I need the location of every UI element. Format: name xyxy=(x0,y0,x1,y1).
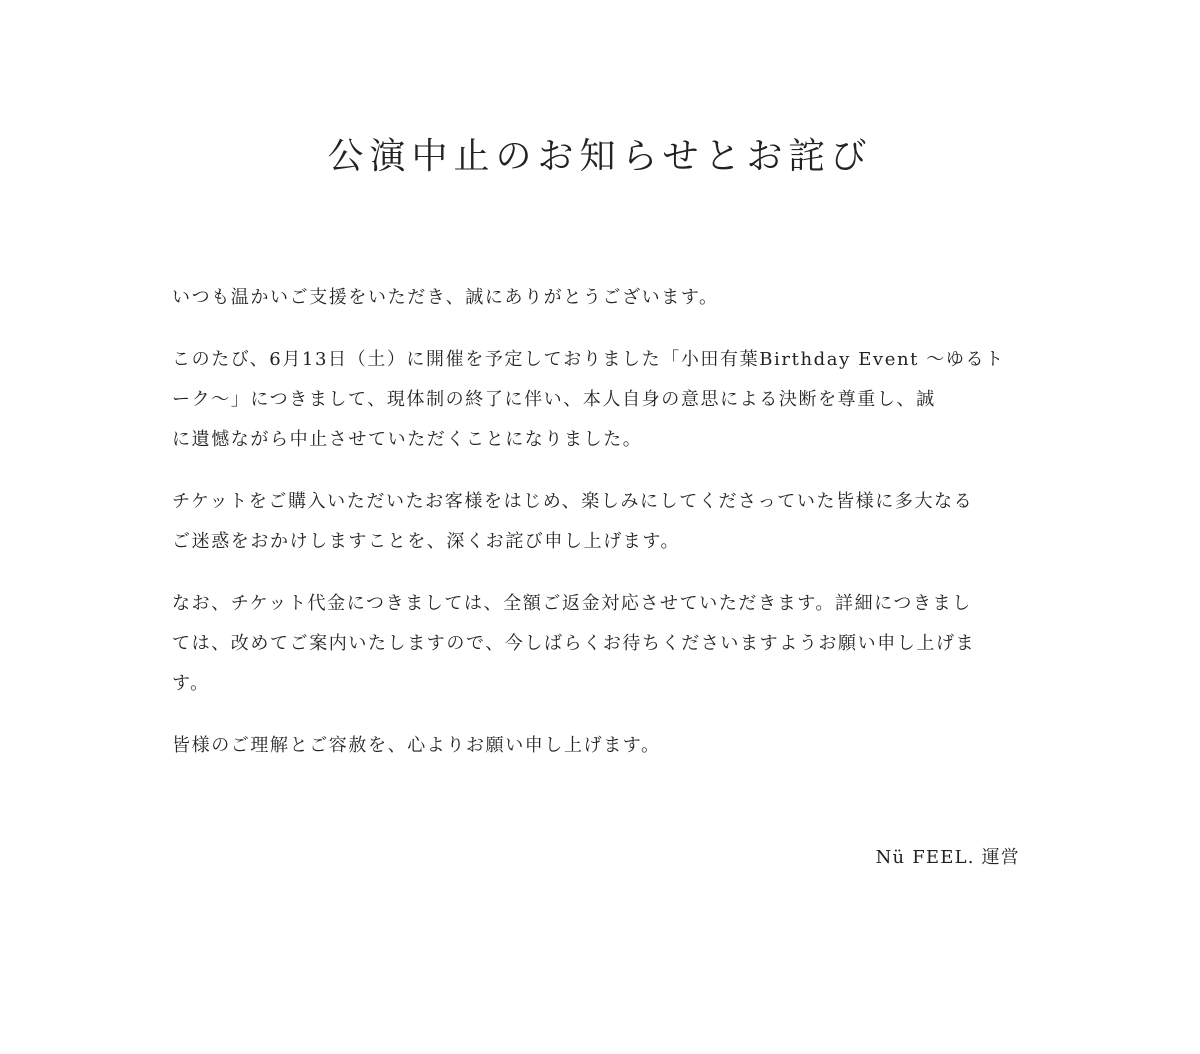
paragraph-line: ご迷惑をおかけしますことを、深くお詫び申し上げます。 xyxy=(172,531,681,552)
notice-signature: Nü FEEL. 運営 xyxy=(875,847,1020,868)
paragraph-refund xyxy=(172,584,1028,704)
paragraph-line: なお、チケット代金につきましては、全額ご返金対応させていただきます。詳細につきまし xyxy=(172,593,972,614)
paragraph-line: このたび、6月13日（土）に開催を予定しておりました「小田有葉Birthday Event 〜ゆるト xyxy=(172,349,1005,370)
paragraph-cancellation xyxy=(172,340,1028,460)
paragraph-line: に遺憾ながら中止させていただくことになりました。 xyxy=(172,429,643,450)
paragraph-line: ーク〜」につきまして、現体制の終了に伴い、本人自身の意思による決断を尊重し、誠 xyxy=(172,389,936,410)
paragraph-line: す。 xyxy=(172,673,210,694)
paragraph-line: 皆様のご理解とご容赦を、心よりお願い申し上げます。 xyxy=(172,735,661,756)
notice-title: 公演中止のお知らせとお詫び xyxy=(327,136,873,177)
paragraph-closing xyxy=(172,726,1028,766)
paragraph-line: ては、改めてご案内いたしますので、今しばらくお待ちくださいますようお願い申し上げま xyxy=(172,633,976,654)
paragraph-line: チケットをご購入いただいたお客様をはじめ、楽しみにしてくださっていた皆様に多大なる xyxy=(172,491,974,512)
paragraph-apology xyxy=(172,482,1028,562)
notice-body xyxy=(172,278,1028,788)
paragraph-line: いつも温かいご支援をいただき、誠にありがとうございます。 xyxy=(172,287,719,308)
paragraph-greeting xyxy=(172,278,1028,318)
